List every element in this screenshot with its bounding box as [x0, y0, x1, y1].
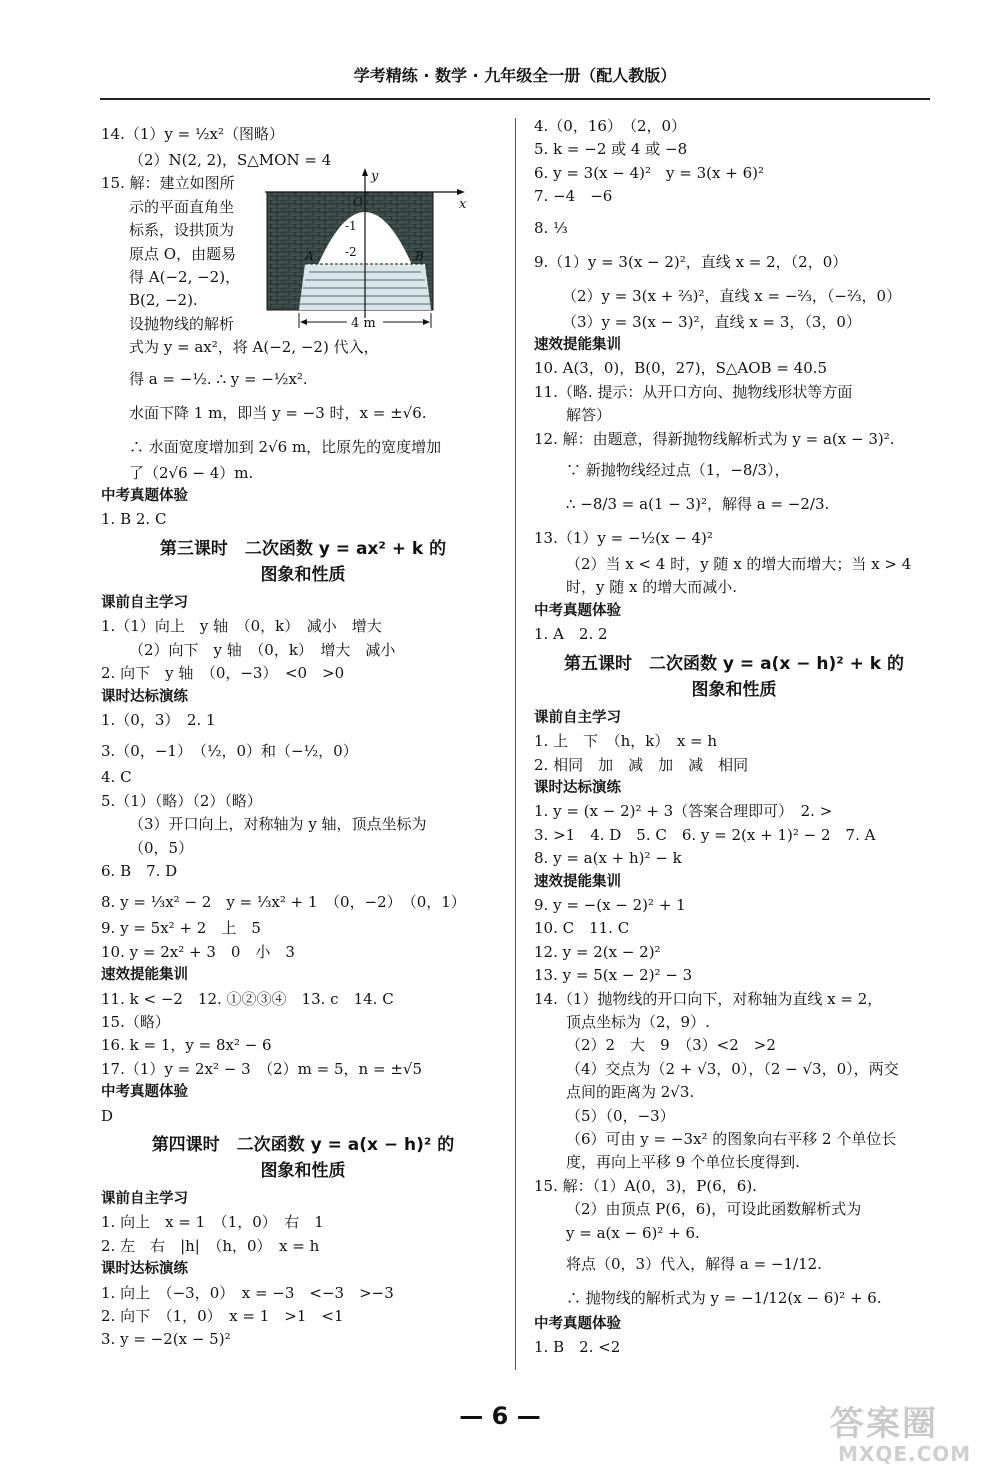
- answer-line: 14.（1）抛物线的开口向下，对称轴为直线 x = 2，: [534, 989, 883, 1008]
- answer-line: 6. y = 3(x − 4)² y = 3(x + 6)²: [534, 163, 764, 182]
- answer-line: 2. 相同 加 减 加 减 相同: [534, 755, 749, 774]
- fig-width-label: 4 m: [351, 316, 376, 329]
- page-header: [100, 62, 930, 100]
- lesson-title-line1: 第三课时 二次函数 y = ax² + k 的: [159, 538, 447, 559]
- answer-line: 4. C: [101, 768, 132, 787]
- answer-15-line10: 水面下降 1 m，即当 y = −3 时，x = ±√6.: [129, 403, 427, 422]
- answer-line: 4.（0，16） （2，0）: [534, 117, 687, 135]
- arch-bridge-figure: [265, 168, 475, 328]
- lesson-title: [101, 1132, 505, 1184]
- answer-line: 度，再向上平移 9 个单位长度得到.: [566, 1153, 800, 1172]
- answer-line: 13. y = 5(x − 2)² − 3: [534, 966, 693, 985]
- answer-line: 6. B 7. D: [101, 861, 178, 880]
- answer-line: 将点（0，3）代入，解得 a = −1/12.: [566, 1255, 822, 1274]
- section-heading: 速效提能集训: [101, 967, 188, 984]
- answer-line: 8. ⅓: [534, 218, 568, 237]
- answer-line: 3. y = −2(x − 5)²: [101, 1330, 231, 1349]
- answer-line: 8. y = a(x + h)² − k: [534, 849, 682, 868]
- answer-line: （2）向下 y 轴 （0，k） 增大 减小: [129, 640, 396, 659]
- fig-y-label: y: [371, 169, 379, 185]
- answer-line: 9. y = 5x² + 2 上 5: [101, 919, 261, 938]
- answer-15-line4: 原点 O，由题易: [129, 244, 237, 263]
- answer-14b: （2）N(2, 2)，S△MON = 4: [129, 151, 332, 169]
- answer-line: 12. y = 2(x − 2)²: [534, 942, 661, 961]
- answer-line: （0，5）: [129, 838, 194, 857]
- left-column: [101, 115, 505, 1352]
- section-heading: 课前自主学习: [101, 594, 188, 611]
- answer-line: 顶点坐标为（2，9）.: [566, 1012, 710, 1031]
- section-heading: 课前自主学习: [101, 1191, 188, 1207]
- answer-line: （2）2 大 9 （3）<2 >2: [566, 1036, 776, 1055]
- section-heading: 速效提能集训: [534, 337, 621, 354]
- answer-line: 1. y = (x − 2)² + 3（答案合理即可） 2. >: [534, 802, 833, 821]
- answer-line: 5. k = −2 或 4 或 −8: [534, 140, 688, 159]
- answer-15-line3: 标系，设拱顶为: [129, 221, 235, 240]
- answer-line: ∴ 抛物线的解析式为 y = −1/12(x − 6)² + 6.: [566, 1289, 882, 1308]
- answer-line: 10. C 11. C: [534, 919, 630, 938]
- answer-line: 1. B 2. C: [101, 510, 167, 529]
- answer-line: D: [101, 1106, 114, 1125]
- answer-15-line11: ∴ 水面宽度增加到 2√6 m，比原先的宽度增加: [129, 437, 442, 456]
- answer-line: 2. 左 右 |h| （h，0） x = h: [101, 1236, 320, 1255]
- answer-line: 3.（0，−1） （½，0）和（−½，0）: [101, 742, 358, 761]
- answer-line: 10. A(3，0)，B(0，27)，S△AOB = 40.5: [534, 359, 828, 378]
- section-heading: 课时达标演练: [101, 688, 188, 705]
- section-heading: 课前自主学习: [534, 709, 621, 726]
- column-divider: [515, 118, 516, 1370]
- answer-line: 解答）: [566, 406, 612, 425]
- answer-line: 12. 解：由题意，得新抛物线解析式为 y = a(x − 3)².: [534, 429, 895, 448]
- lesson-title-line1: 第五课时 二次函数 y = a(x − h)² + k 的: [564, 653, 904, 674]
- answer-line: 1. 上 下 （h，k） x = h: [534, 732, 718, 751]
- answer-line: （2）由顶点 P(6，6)，可设此函数解析式为: [566, 1200, 862, 1219]
- answer-15-line8: 式为 y = ax²，将 A(−2, −2) 代入，: [129, 338, 379, 357]
- answer-15-line1: 15. 解：建立如图所: [101, 174, 235, 193]
- right-column: [534, 115, 934, 1360]
- page-number: — 6 —: [459, 1402, 541, 1430]
- answer-line: 1. 向上 x = 1 （1，0） 右 1: [101, 1213, 324, 1232]
- section-heading: 中考真题体验: [101, 488, 188, 505]
- answer-line: （3）y = 3(x − 3)²，直线 x = 3，（3，0）: [562, 312, 861, 331]
- fig-x-label: x: [459, 197, 467, 213]
- answer-15-block: [101, 169, 505, 336]
- fig-point-a: A: [305, 249, 314, 264]
- answer-line: 8. y = ⅓x² − 2 y = ⅓x² + 1 （0，−2） （0，1）: [101, 893, 466, 912]
- answer-line: 7. −4 −6: [534, 187, 613, 206]
- answer-line: 点间的距离为 2√3.: [566, 1083, 695, 1102]
- answer-line: （4）交点为（2 + √3，0），（2 − √3，0），两交: [566, 1059, 899, 1078]
- watermark-line2: MXQE.COM: [838, 1442, 972, 1466]
- answer-line: 10. y = 2x² + 3 0 小 3: [101, 942, 295, 961]
- answer-line: 11.（略. 提示：从开口方向、抛物线形状等方面: [534, 382, 853, 401]
- section-heading: 中考真题体验: [534, 602, 621, 619]
- answer-line: 9.（1）y = 3(x − 2)²，直线 x = 2，（2，0）: [534, 252, 848, 271]
- answer-line: （3）开口向上，对称轴为 y 轴，顶点坐标为: [129, 815, 427, 834]
- answer-15-line12: 了（2√6 − 4）m.: [129, 463, 254, 482]
- lesson-title-line2: 图象和性质: [260, 564, 346, 585]
- answer-15-line6: B(2, −2).: [129, 291, 198, 310]
- answer-line: y = a(x − 6)² + 6.: [566, 1223, 700, 1242]
- answer-line: 15. 解：（1）A(0，3)，P(6，6).: [534, 1176, 757, 1195]
- section-heading: 中考真题体验: [534, 1316, 621, 1333]
- answer-line: 16. k = 1，y = 8x² − 6: [101, 1036, 272, 1055]
- answer-line: 1. B 2. <2: [534, 1338, 621, 1357]
- section-heading: 课时达标演练: [534, 779, 621, 796]
- section-heading: 速效提能集训: [534, 873, 621, 890]
- fig-point-b: B: [415, 249, 424, 264]
- header-title: 学考精练 · 数学 · 九年级全一册（配人教版）: [353, 66, 677, 85]
- answer-line: 1.（1）向上 y 轴 （0，k） 减小 增大: [101, 617, 382, 636]
- answer-line: 5.（1）（略）（2）（略）: [101, 791, 262, 810]
- answer-line: （2）y = 3(x + ⅔)²，直线 x = −⅔，（−⅔，0）: [562, 286, 902, 305]
- answer-15-line5: 得 A(−2, −2)，: [129, 268, 241, 287]
- answer-15-line7: 设抛物线的解析: [129, 314, 235, 333]
- answer-line: 时，y 随 x 的增大而减小.: [566, 578, 738, 597]
- answer-line: ∵ 新抛物线经过点（1，−8/3），: [566, 461, 790, 480]
- answer-line: （2）当 x < 4 时，y 随 x 的增大而增大；当 x > 4: [566, 555, 912, 574]
- answer-line: 13.（1）y = −½(x − 4)²: [534, 529, 713, 548]
- watermark: [820, 1396, 990, 1468]
- answer-line: 2. 向下 y 轴 （0，−3） <0 >0: [101, 664, 345, 683]
- answer-line: 17.（1）y = 2x² − 3 （2）m = 5，n = ±√5: [101, 1059, 422, 1078]
- fig-tick-m1: -1: [345, 219, 357, 234]
- answer-line: （6）可由 y = −3x² 的图象向右平移 2 个单位长: [566, 1130, 897, 1148]
- section-heading: 中考真题体验: [101, 1084, 188, 1101]
- answer-line: 11. k < −2 12. ①②③④ 13. c 14. C: [101, 989, 394, 1008]
- answer-line: 15.（略）: [101, 1012, 170, 1031]
- lesson-title-line2: 图象和性质: [260, 1161, 346, 1181]
- answer-line: 1. 向上 （−3，0） x = −3 <−3 >−3: [101, 1283, 394, 1302]
- answer-15-line9: 得 a = −½. ∴ y = −½x².: [129, 369, 308, 388]
- answer-14a: 14.（1）y = ½x²（图略）: [101, 125, 284, 143]
- answer-line: 3. >1 4. D 5. C 6. y = 2(x + 1)² − 2 7. A: [534, 825, 876, 844]
- fig-origin-label: O: [353, 195, 363, 210]
- answer-line: （5）（0，−3）: [566, 1106, 675, 1125]
- answer-line: ∴ −8/3 = a(1 − 3)²，解得 a = −2/3.: [566, 495, 830, 514]
- watermark-line1: 答案圈: [830, 1404, 938, 1444]
- lesson-title-line2: 图象和性质: [691, 679, 777, 700]
- section-heading: 课时达标演练: [101, 1261, 188, 1278]
- lesson-title: [534, 651, 934, 703]
- answer-line: 1. A 2. 2: [534, 625, 608, 644]
- answer-line: 9. y = −(x − 2)² + 1: [534, 895, 686, 914]
- answer-line: 1.（0，3） 2. 1: [101, 710, 216, 729]
- lesson-title-line1: 第四课时 二次函数 y = a(x − h)² 的: [151, 1135, 455, 1155]
- fig-tick-m2: -2: [345, 245, 357, 260]
- lesson-title: [101, 536, 505, 588]
- answer-line: 2. 向下 （1，0） x = 1 >1 <1: [101, 1307, 344, 1326]
- answer-15-line2: 示的平面直角坐: [129, 197, 235, 216]
